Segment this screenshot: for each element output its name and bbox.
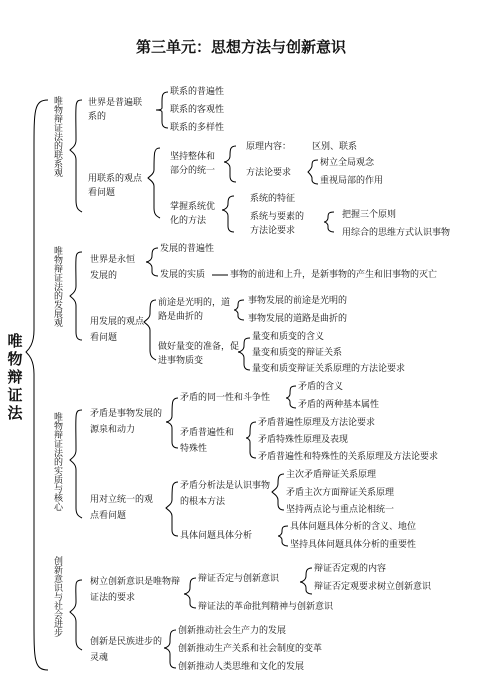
leaf-node: 把握三个原则 [342,210,397,220]
leaf-node: 树立全局观念 [320,158,375,168]
root-topic: 唯物辩证法 [7,332,23,422]
subtopic-node: 掌握系统优化的方法 [170,202,216,226]
leaf-node: 联系的客观性 [170,105,225,115]
subtopic-node: 原理内容： [246,142,292,152]
leaf-node: 矛盾的含义 [298,382,344,392]
topic-node: 用发展的观点看问题 [90,317,145,343]
topic-node: 创新是民族进步的灵魂 [90,637,163,663]
leaf-node: 重视局部的作用 [320,176,384,186]
leaf-node: 发展的普遍性 [160,244,215,254]
section-label: 唯物辩证法的实质与核心 [52,412,62,511]
subtopic-node: 系统与要素的方法论要求 [250,212,305,236]
leaf-node: 主次矛盾辩证关系原理 [286,470,377,480]
section-label: 唯物辩证法的联系观 [52,96,62,177]
leaf-node: 量变和质变的辩证关系 [252,348,343,358]
topic-node: 矛盾是事物发展的源泉和动力 [90,409,163,435]
subtopic-node: 矛盾普遍性和特殊性 [180,428,235,454]
leaf-node: 矛盾主次方面辩证关系原理 [286,488,395,498]
leaf-node: 系统的特征 [250,194,296,204]
leaf-node: 联系的多样性 [170,123,225,133]
subtopic-node: 矛盾的同一性和斗争性 [180,393,271,403]
leaf-node: 事物发展的道路是曲折的 [248,314,348,324]
leaf-node: 创新推动生产关系和社会制度的变革 [178,644,323,654]
topic-node: 树立创新意识是唯物辩证法的要求 [90,577,181,603]
leaf-node: 矛盾普遍性和特殊性的关系原理及方法论要求 [258,452,439,462]
leaf-node: 辩证否定观的内容 [314,564,387,574]
section-label: 唯物辩证法的发展观 [52,246,62,327]
page-title: 第三单元：思想方法与创新意识 [135,38,346,56]
section-label: 创新意识与社会进步 [52,556,62,637]
leaf-node: 用综合的思维方式认识事物 [342,228,451,238]
subtopic-node: 具体问题具体分析 [180,531,253,541]
leaf-node: 量变和质变辩证关系原理的方法论要求 [252,364,406,374]
leaf-node: 辩证否定观要求树立创新意识 [314,582,432,592]
leaf-node: 联系的普遍性 [170,87,225,97]
leaf-node: 辩证法的革命批判精神与创新意识 [198,602,334,612]
leaf-node: 事物的前进和上升，是新事物的产生和旧事物的灭亡 [230,270,438,280]
leaf-node: 区别、联系 [312,142,358,152]
subtopic-node: 方法论要求 [246,168,292,178]
leaf-node: 创新推动社会生产力的发展 [178,626,287,636]
leaf-node: 具体问题具体分析的含义、地位 [290,522,417,532]
topic-node: 用对立统一的观点看问题 [90,495,154,521]
subtopic-node: 做好量变的准备，促进事物质变 [158,342,240,366]
subtopic-node: 坚持整体和部分的统一 [170,152,216,176]
leaf-node: 事物发展的前途是光明的 [248,296,348,306]
leaf-node: 矛盾特殊性原理及表现 [258,435,349,445]
subtopic-node: 发展的实质 [160,270,206,280]
subtopic-node: 矛盾分析法是认识事物的根本方法 [180,481,271,507]
leaf-node: 矛盾的两种基本属性 [298,400,380,410]
subtopic-node: 前途是光明的，道路是曲折的 [158,298,231,322]
leaf-node: 坚持两点论与重点论相统一 [286,505,395,515]
topic-node: 世界是永恒发展的 [90,255,136,281]
topic-node: 用联系的观点看问题 [88,174,143,198]
leaf-node: 创新推动人类思维和文化的发展 [178,662,305,672]
topic-node: 世界是普遍联系的 [88,98,143,122]
leaf-node: 量变和质变的含义 [252,332,325,342]
leaf-node: 矛盾普遍性原理及方法论要求 [258,418,376,428]
leaf-node: 坚持具体问题具体分析的重要性 [290,540,417,550]
subtopic-node: 辩证否定与创新意识 [198,574,280,584]
